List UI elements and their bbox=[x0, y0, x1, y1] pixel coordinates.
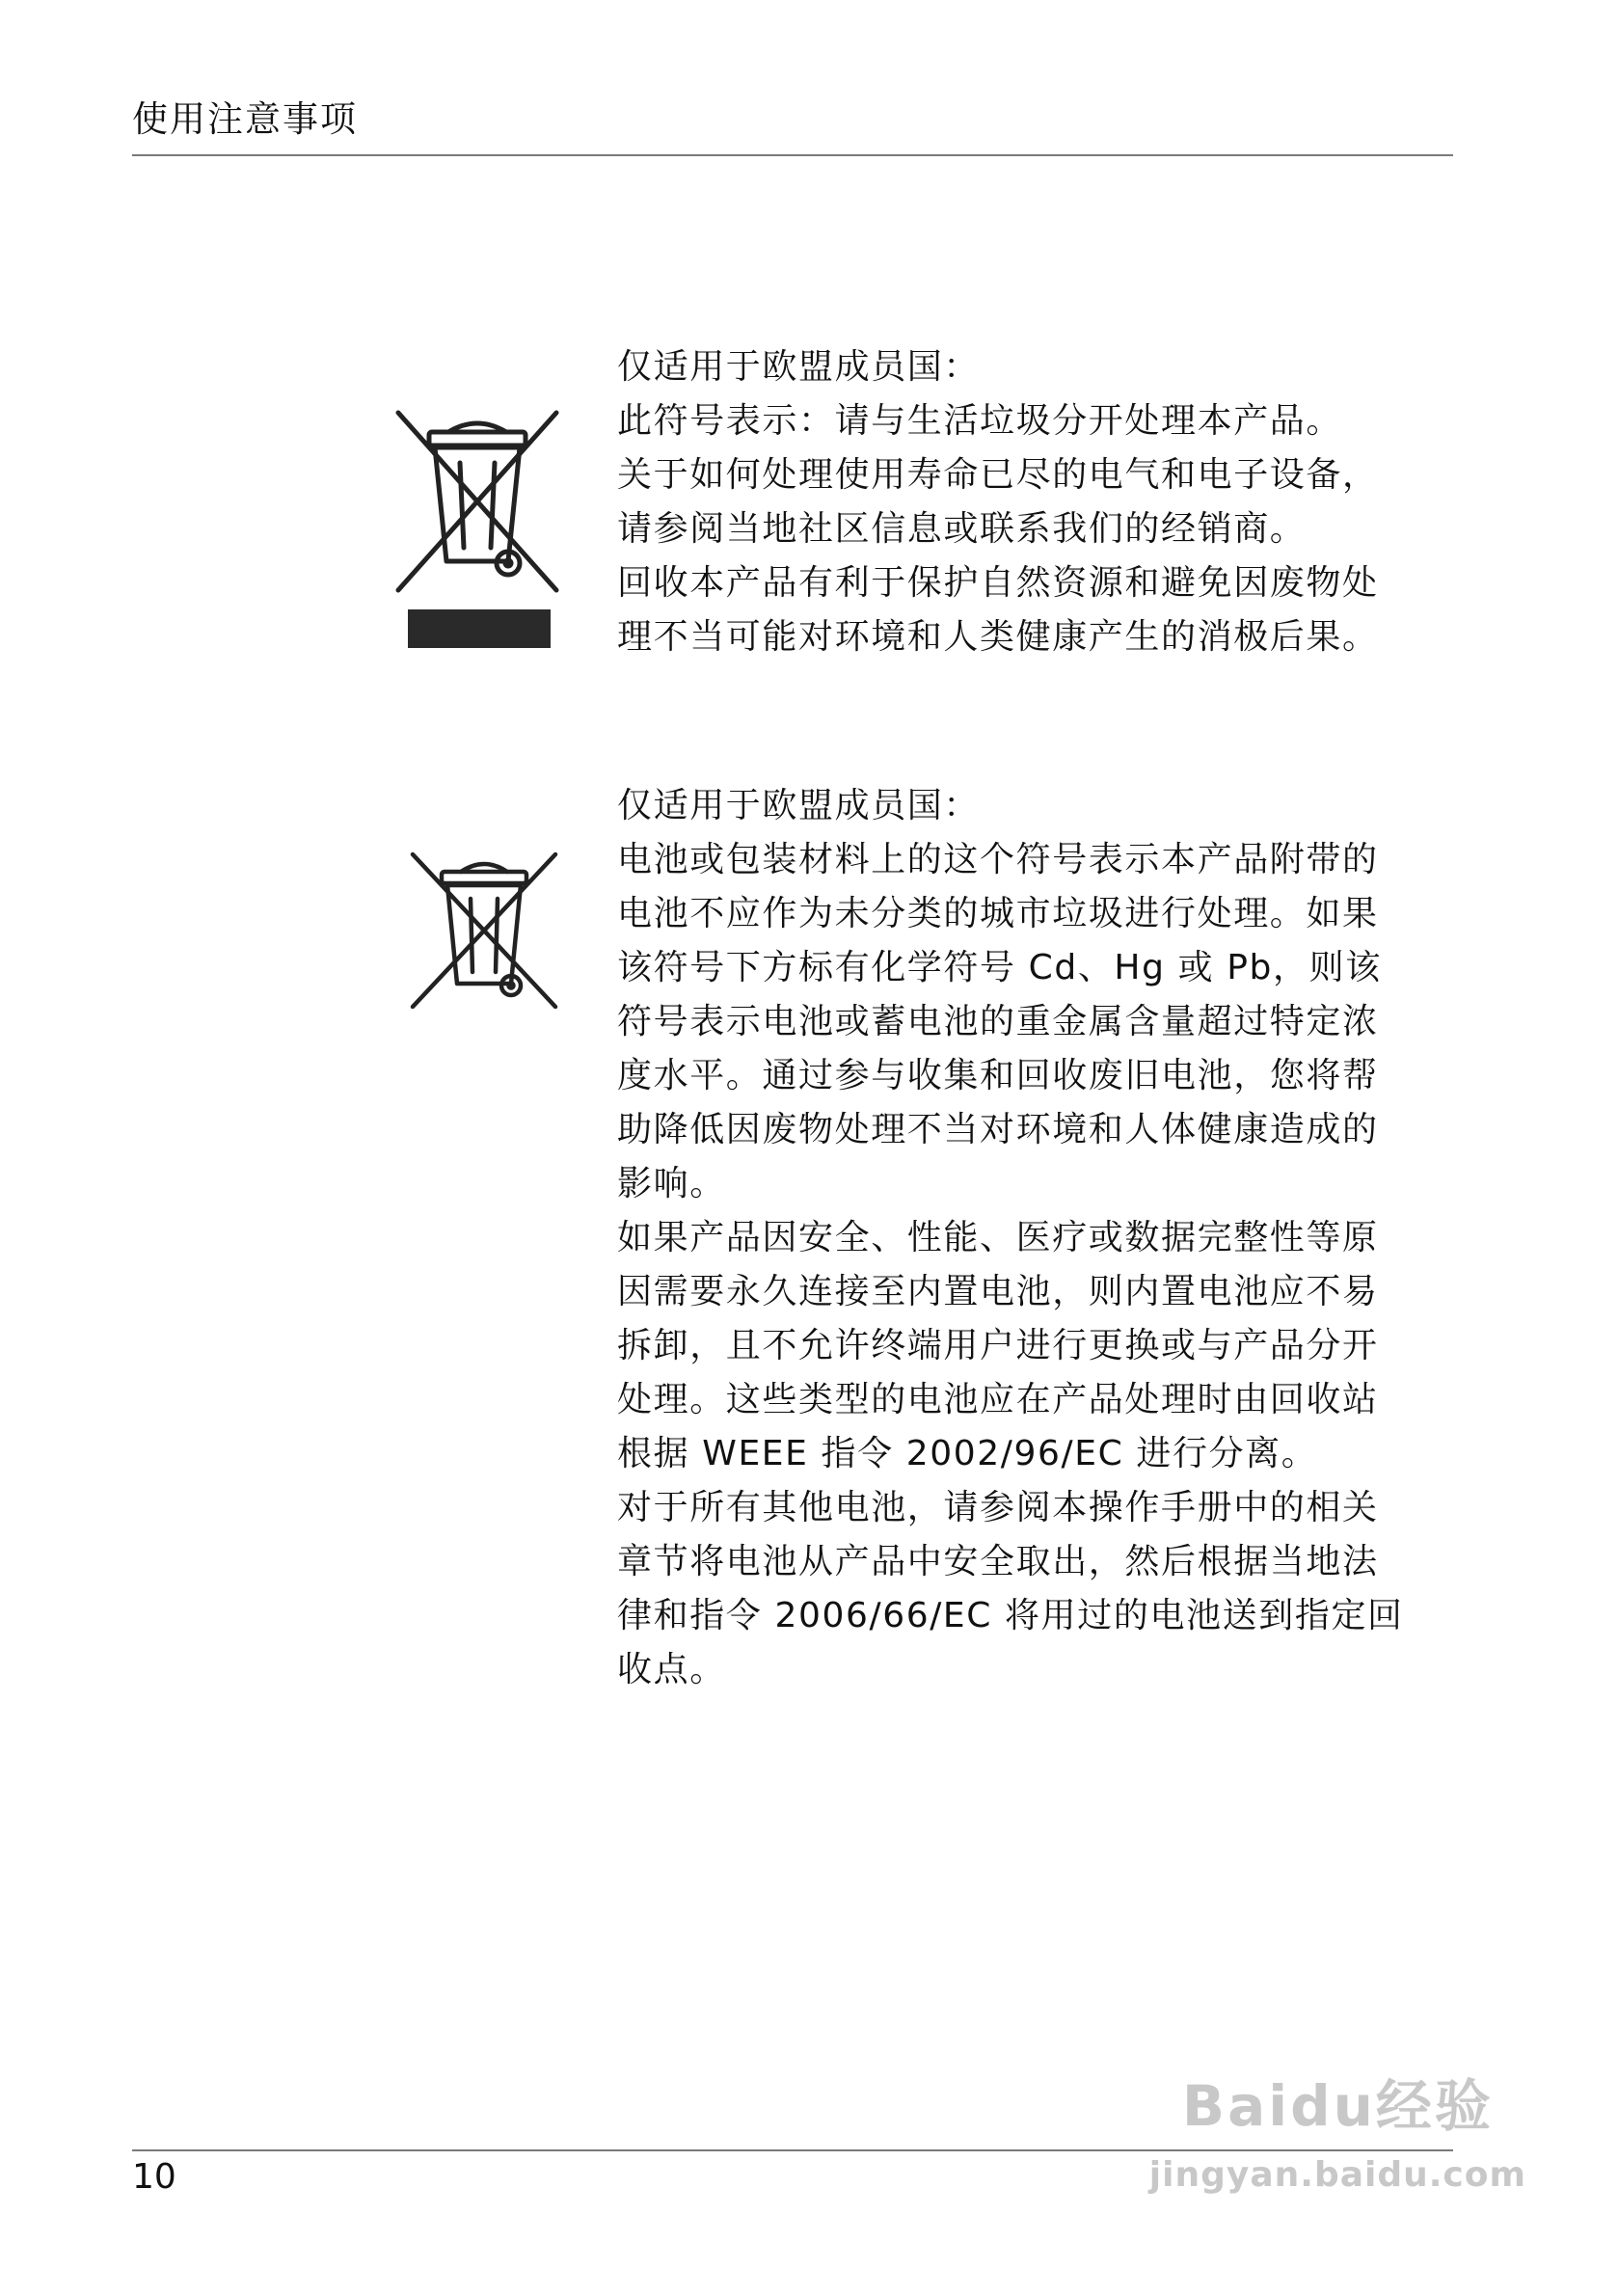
crossed-out-battery-bin-icon bbox=[407, 849, 561, 1013]
text-line: 根据 WEEE 指令 2002/96/EC 进行分离。 bbox=[617, 1434, 1318, 1473]
section-1-text bbox=[617, 340, 1456, 664]
crossed-out-wheelie-bin-icon bbox=[391, 405, 564, 598]
text-line: 处理。这些类型的电池应在产品处理时由回收站 bbox=[617, 1380, 1379, 1419]
black-bar-icon bbox=[408, 609, 551, 648]
text-line: 因需要永久连接至内置电池，则内置电池应不易 bbox=[617, 1272, 1379, 1311]
text-line: 收点。 bbox=[617, 1650, 726, 1689]
text-line: 请参阅当地社区信息或联系我们的经销商。 bbox=[617, 509, 1307, 549]
section-2-text bbox=[617, 779, 1456, 1697]
text-line: 拆卸，且不允许终端用户进行更换或与产品分开 bbox=[617, 1326, 1379, 1365]
text-line: 章节将电池从产品中安全取出，然后根据当地法 bbox=[617, 1542, 1379, 1581]
text-line: 电池或包装材料上的这个符号表示本产品附带的 bbox=[617, 840, 1379, 879]
text-line: 符号表示电池或蓄电池的重金属含量超过特定浓 bbox=[617, 1002, 1379, 1041]
text-line: 对于所有其他电池，请参阅本操作手册中的相关 bbox=[617, 1488, 1379, 1527]
text-line: 律和指令 2006/66/EC 将用过的电池送到指定回 bbox=[617, 1596, 1404, 1635]
page-number: 10 bbox=[132, 2157, 176, 2197]
text-line: 如果产品因安全、性能、医疗或数据完整性等原 bbox=[617, 1218, 1379, 1257]
text-line: 仅适用于欧盟成员国： bbox=[617, 347, 981, 387]
text-line: 该符号下方标有化学符号 Cd、Hg 或 Pb，则该 bbox=[617, 948, 1382, 987]
baidu-watermark bbox=[1148, 2073, 1526, 2195]
watermark-brand: Baidu经验 bbox=[1181, 2073, 1494, 2139]
text-line: 理不当可能对环境和人类健康产生的消极后果。 bbox=[617, 617, 1379, 657]
text-line: 此符号表示：请与生活垃圾分开处理本产品。 bbox=[617, 401, 1343, 441]
text-line: 助降低因废物处理不当对环境和人体健康造成的 bbox=[617, 1110, 1379, 1149]
page-header-title: 使用注意事项 bbox=[132, 98, 358, 140]
text-line: 仅适用于欧盟成员国： bbox=[617, 786, 981, 825]
text-line: 影响。 bbox=[617, 1164, 726, 1203]
text-line: 度水平。通过参与收集和回收废旧电池，您将帮 bbox=[617, 1056, 1379, 1095]
watermark-url: jingyan.baidu.com bbox=[1148, 2155, 1526, 2195]
text-line: 电池不应作为未分类的城市垃圾进行处理。如果 bbox=[617, 894, 1379, 933]
text-line: 关于如何处理使用寿命已尽的电气和电子设备， bbox=[617, 455, 1379, 495]
text-line: 回收本产品有利于保护自然资源和避免因废物处 bbox=[617, 563, 1379, 603]
header-divider bbox=[132, 154, 1453, 156]
